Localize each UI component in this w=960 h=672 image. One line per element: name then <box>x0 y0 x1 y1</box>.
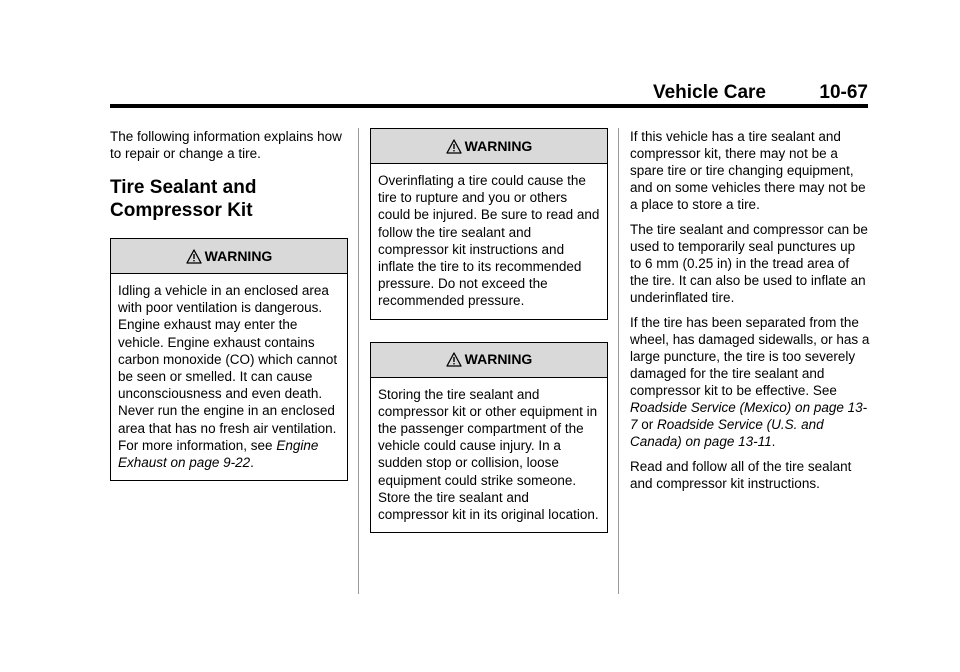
column-left <box>110 128 348 503</box>
warning-text: Idling a vehicle in an enclosed area with poor ventilation is dangerous. Engine exhaust may enter the vehicle. Engine exhaust contains carbon monoxide (CO) which cannot be seen or smelled. It can cause unconsciousness and even death. Never run the engine in an enclosed area that has no fresh air ventilation. For more information, see Engine Exhaust on page 9-22. <box>118 283 338 471</box>
warning-triangle-icon <box>186 249 202 264</box>
warning-box-exhaust <box>110 238 348 481</box>
paragraph: If the tire has been separated from the wheel, has damaged sidewalls, or has a large puncture, the tire is too severely damaged for the tire sealant and compressor kit to be effective. See Roadside Service (Mexico) on page 13-7 or Roadside Service (U.S. and Canada) on page 13-11. <box>630 315 870 449</box>
warning-box-storage <box>370 342 608 534</box>
paragraph: The tire sealant and compressor can be used to temporarily seal punctures up to 6 mm (0.25 in) in the tread area of the tire. It can also be used to inflate an underinflated tire. <box>630 222 868 305</box>
page-number: 10-67 <box>819 82 868 103</box>
warning-label: WARNING <box>464 137 533 154</box>
intro-paragraph: The following information explains how to repair or change a tire. <box>110 129 342 161</box>
cross-reference-link[interactable]: Roadside Service (Mexico) on page 13-7 <box>630 400 868 432</box>
warning-box-overinflation <box>370 128 608 320</box>
warning-label: WARNING <box>204 247 273 264</box>
section-heading: Tire Sealant and Compressor Kit <box>110 177 257 221</box>
warning-triangle-icon <box>446 352 462 367</box>
paragraph: If this vehicle has a tire sealant and compressor kit, there may not be a spare tire or tire changing equipment, and on some vehicles there may not be a place to store a tire. <box>630 129 866 212</box>
section-title: Vehicle Care <box>652 82 766 103</box>
column-right <box>630 128 870 500</box>
warning-label: WARNING <box>464 351 533 368</box>
cross-reference-link[interactable]: Engine Exhaust on page 9-22 <box>118 437 319 471</box>
column-middle <box>370 128 608 555</box>
column-divider <box>358 128 359 594</box>
warning-text: Storing the tire sealant and compressor kit or other equipment in the passenger compartment of the vehicle could cause injury. In a sudden stop or collision, loose equipment could strike someone. Store the tire sealant and compressor kit in its original location. <box>378 386 599 523</box>
warning-header <box>111 239 347 274</box>
warning-header <box>371 129 607 164</box>
cross-reference-link[interactable]: Roadside Service (U.S. and Canada) on page 13-11 <box>630 417 824 449</box>
paragraph: Read and follow all of the tire sealant and compressor kit instructions. <box>630 459 852 491</box>
warning-text: Overinflating a tire could cause the tire to rupture and you or others could be injured. Be sure to read and follow the tire sealant and compressor kit instructions and inflate the tire to its recommended pressure. Do not exceed the recommended pressure. <box>378 173 600 309</box>
column-divider <box>618 128 619 594</box>
warning-triangle-icon <box>446 139 462 154</box>
warning-header <box>371 343 607 378</box>
page-header <box>110 82 868 108</box>
